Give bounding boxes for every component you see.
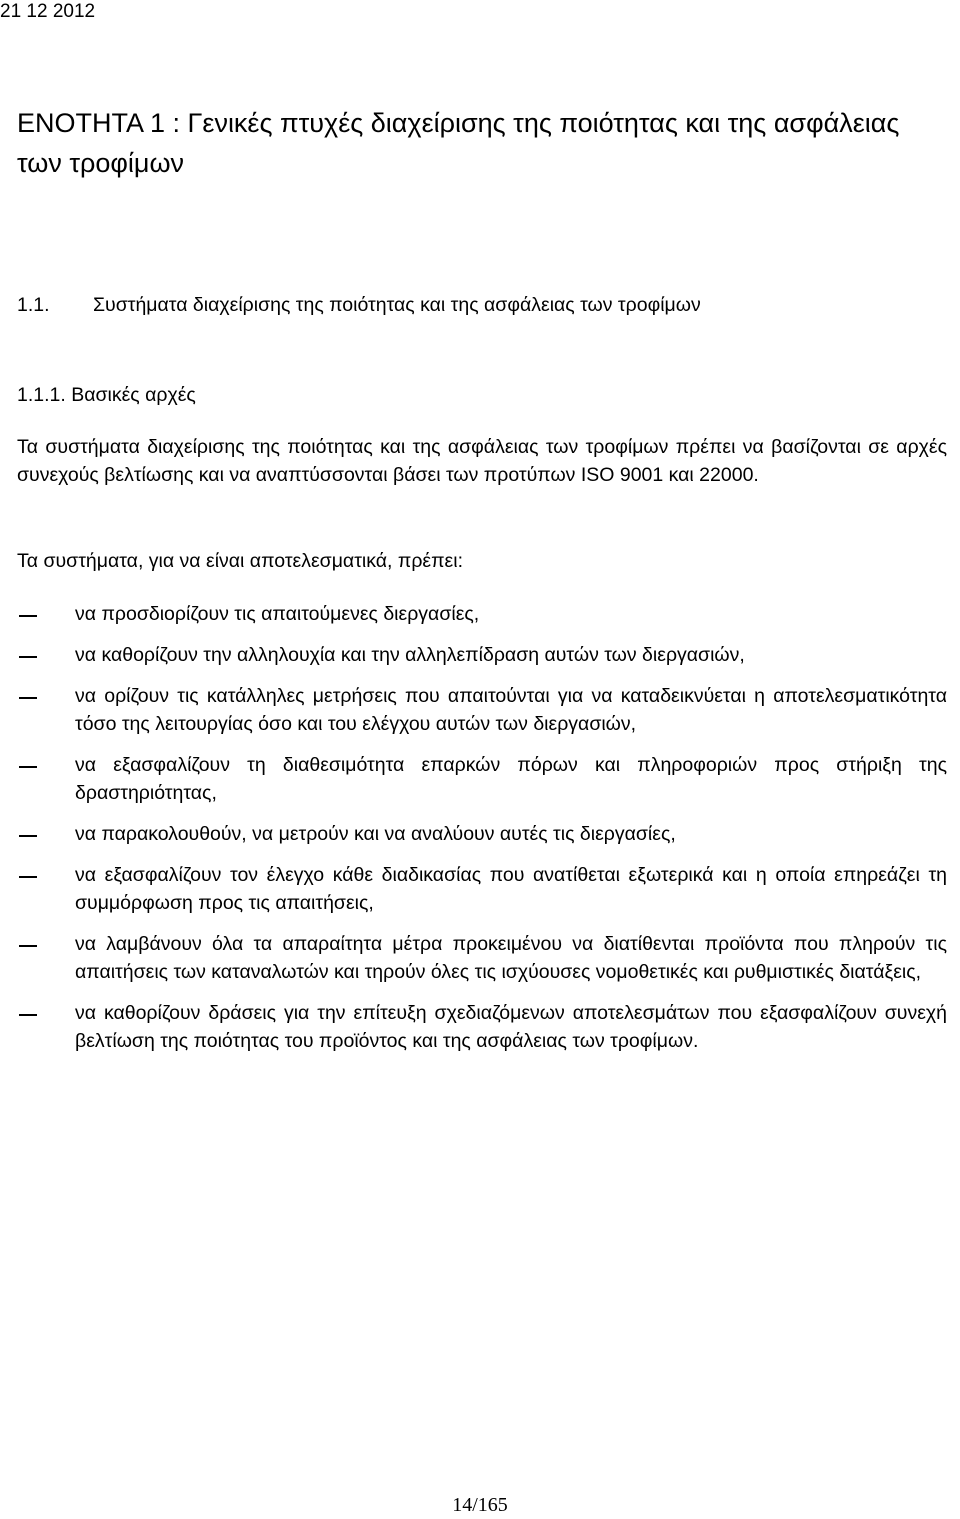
dash-bullet-icon	[19, 766, 37, 768]
list-item	[17, 999, 947, 1055]
document-date: 21 12 2012	[0, 1, 96, 22]
section-number: 1.1.	[17, 294, 50, 316]
list-item	[17, 600, 947, 628]
list-item	[17, 861, 947, 917]
list-item	[17, 682, 947, 738]
intro-paragraph: Τα συστήματα διαχείρισης της ποιότητας και της ασφάλειας των τροφίμων πρέπει να βασίζονται σε αρχές συνεχούς βελτίωσης και να αναπτύσσονται βάσει των προτύπων ISO 9001 και 22000.	[17, 436, 947, 486]
requirements-list	[17, 600, 947, 1068]
page-number: 14/165	[452, 1494, 508, 1516]
list-item-text: να προσδιορίζουν τις απαιτούμενες διεργασίες,	[75, 603, 480, 625]
dash-bullet-icon	[19, 1014, 37, 1016]
list-item-text: να καθορίζουν την αλληλουχία και την αλληλεπίδραση αυτών των διεργασιών,	[75, 644, 745, 666]
list-item-text: να παρακολουθούν, να μετρούν και να αναλύουν αυτές τις διεργασίες,	[75, 823, 676, 845]
dash-bullet-icon	[19, 835, 37, 837]
dash-bullet-icon	[19, 697, 37, 699]
list-item-text: να ορίζουν τις κατάλληλες μετρήσεις που απαιτούνται για να καταδεικνύεται η αποτελεσματικότητα τόσο της λειτουργίας όσο και του ελέγχου αυτών των διεργασιών,	[75, 685, 947, 735]
list-item	[17, 751, 947, 807]
dash-bullet-icon	[19, 615, 37, 617]
list-item	[17, 820, 947, 848]
list-item-text: να καθορίζουν δράσεις για την επίτευξη σχεδιαζόμενων αποτελεσμάτων που εξασφαλίζουν συνεχή βελτίωση της ποιότητας του προϊόντος και της ασφάλειας των τροφίμων.	[75, 1002, 947, 1052]
section-heading	[17, 290, 947, 320]
list-item-text: να λαμβάνουν όλα τα απαραίτητα μέτρα προκειμένου να διατίθενται προϊόντα που πληρούν τις απαιτήσεις των καταναλωτών και τηρούν όλες τις ισχύουσες νομοθετικές και ρυθμιστικές διατάξεις,	[75, 933, 947, 983]
dash-bullet-icon	[19, 945, 37, 947]
section-title: Συστήματα διαχείρισης της ποιότητας και της ασφάλειας των τροφίμων	[93, 294, 701, 316]
list-item-text: να εξασφαλίζουν τον έλεγχο κάθε διαδικασίας που ανατίθεται εξωτερικά και η οποία επηρεάζει τη συμμόρφωση προς τις απαιτήσεις,	[75, 864, 947, 914]
dash-bullet-icon	[19, 876, 37, 878]
subsection-heading: 1.1.1. Βασικές αρχές	[17, 384, 196, 406]
lead-paragraph: Τα συστήματα, για να είναι αποτελεσματικά, πρέπει:	[17, 550, 463, 572]
unit-title: ΕΝΟΤΗΤΑ 1 : Γενικές πτυχές διαχείρισης της ποιότητας και της ασφάλειας των τροφίμων	[17, 108, 900, 178]
list-item-text: να εξασφαλίζουν τη διαθεσιμότητα επαρκών πόρων και πληροφοριών προς στήριξη της δραστηριότητας,	[75, 754, 947, 804]
list-item	[17, 930, 947, 986]
dash-bullet-icon	[19, 656, 37, 658]
list-item	[17, 641, 947, 669]
